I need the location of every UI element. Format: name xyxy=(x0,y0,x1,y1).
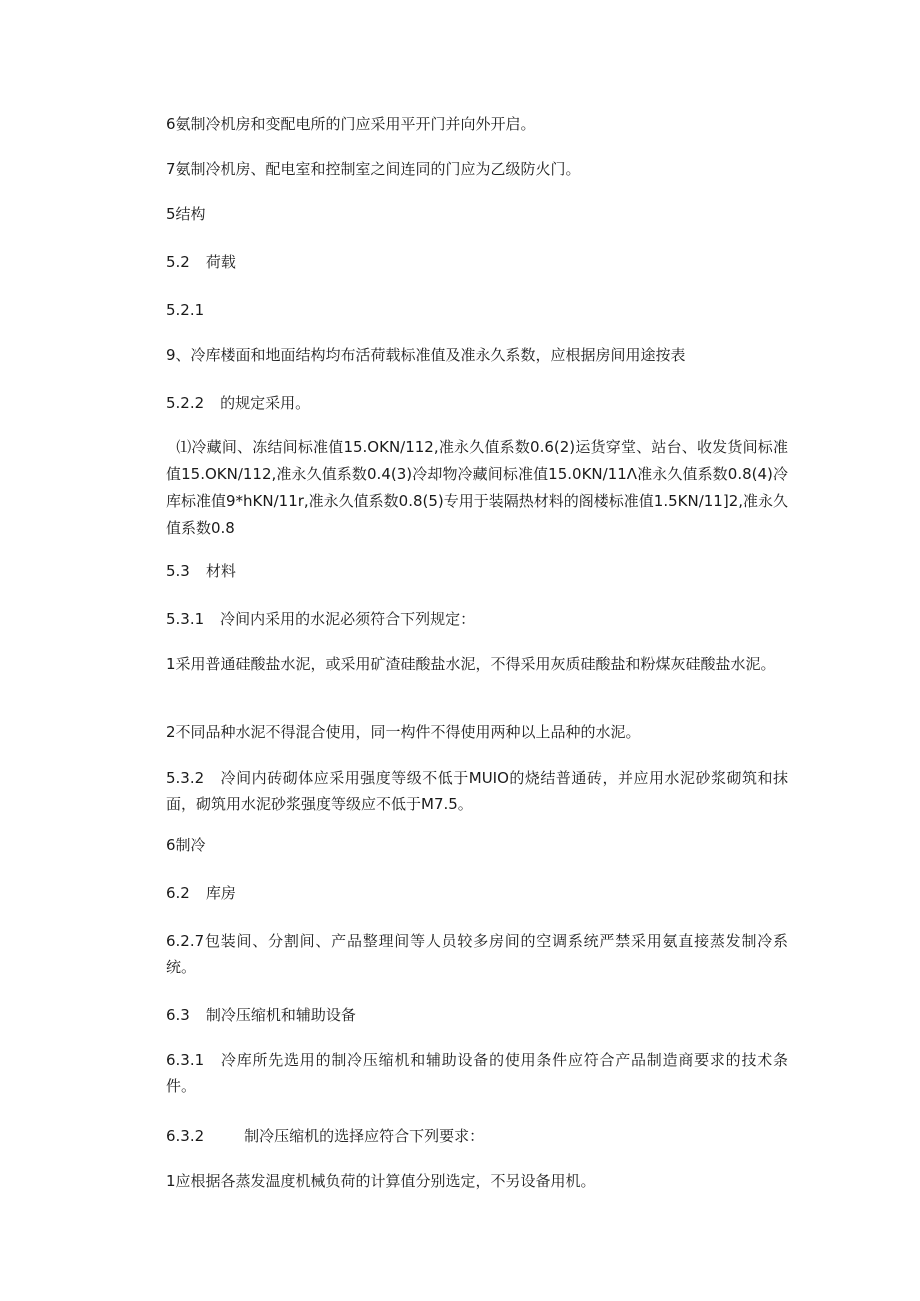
paragraph-5-2-2 xyxy=(166,390,788,416)
paragraph-load-values xyxy=(166,434,788,542)
section-number: 6.2 xyxy=(166,884,190,902)
paragraph-text: 1应根据各蒸发温度机械负荷的计算值分别选定，不另设备用机。 xyxy=(166,1172,596,1190)
paragraph-6-3-2 xyxy=(166,1123,788,1149)
heading-text: 5结构 xyxy=(166,205,206,223)
paragraph-text: 冷间内砖砌体应采用强度等级不低于MUIO的烧结普通砖，并应用水泥砂浆砌筑和抹面，砌筑用水泥砂浆强度等级应不低于M7.5。 xyxy=(166,769,788,813)
section-number: 6.3.1 xyxy=(166,1051,205,1069)
paragraph-door-opening xyxy=(166,111,788,137)
section-number: 5.3.2 xyxy=(166,769,205,787)
paragraph-cement-mixing xyxy=(166,719,788,745)
paragraph-text: 1采用普通硅酸盐水泥，或采用矿渣硅酸盐水泥，不得采用灰质硅酸盐和粉煤灰硅酸盐水泥。 xyxy=(166,655,776,673)
heading-text: 库房 xyxy=(205,884,236,902)
paragraph-fire-door xyxy=(166,156,788,182)
paragraph-text: 制冷压缩机的选择应符合下列要求： xyxy=(244,1127,485,1145)
section-heading-materials xyxy=(166,558,788,584)
paragraph-6-2-7 xyxy=(166,928,788,980)
paragraph-text: ⑴冷藏间、冻结间标准值15.OKN∕112,准永久值系数0.6(2)运货穿堂、站台、收发货间标准值15.OKN∕112,准永久值系数0.4(3)冷却物冷藏间标准值15.0KN/11Λ准永久值系数0.8(4)冷库标准值9*hKN∕11r,准永久值系数0.8(5)专用于装隔热材料的阁楼标准值1.5KN∕11]2,准永久值系数0.8 xyxy=(166,438,789,537)
heading-text: 制冷压缩机和辅助设备 xyxy=(205,1006,356,1024)
section-number: 5.2 xyxy=(166,253,190,271)
paragraph-text: 冷库所先选用的制冷压缩机和辅助设备的使用条件应符合产品制造商要求的技术条件。 xyxy=(166,1051,788,1095)
paragraph-text: 2不同品种水泥不得混合使用，同一构件不得使用两种以上品种的水泥。 xyxy=(166,723,641,741)
paragraph-text: 6氨制冷机房和变配电所的门应采用平开门并向外开启。 xyxy=(166,115,536,133)
paragraph-text: 冷间内采用的水泥必须符合下列规定： xyxy=(220,610,476,628)
paragraph-text: 6.2.7包装间、分割间、产品整理间等人员较多房间的空调系统严禁采用氨直接蒸发制冷系统。 xyxy=(166,932,788,976)
section-number: 5.3.1 xyxy=(166,610,205,628)
paragraph-text: 的规定采用。 xyxy=(220,394,311,412)
paragraph-compressor-selection xyxy=(166,1168,788,1194)
section-heading-storage xyxy=(166,880,788,906)
paragraph-floor-load xyxy=(166,342,788,368)
section-heading-load xyxy=(166,249,788,275)
section-number-5-2-1 xyxy=(166,297,788,323)
paragraph-text: 9、冷库楼面和地面结构均布活荷载标准值及准永久系数，应根据房间用途按表 xyxy=(166,346,686,364)
section-heading-compressor xyxy=(166,1002,788,1028)
paragraph-text: 7氨制冷机房、配电室和控制室之间连同的门应为乙级防火门。 xyxy=(166,160,581,178)
paragraph-5-3-1 xyxy=(166,606,788,632)
section-number: 6.3 xyxy=(166,1006,190,1024)
section-number: 5.3 xyxy=(166,562,190,580)
section-number: 6.3.2 xyxy=(166,1127,205,1145)
heading-text: 6制冷 xyxy=(166,836,206,854)
section-heading-structure xyxy=(166,201,788,227)
paragraph-5-3-2 xyxy=(166,765,788,817)
heading-text: 荷载 xyxy=(205,253,236,271)
paragraph-cement-type xyxy=(166,651,788,677)
paragraph-6-3-1 xyxy=(166,1047,788,1099)
heading-text: 材料 xyxy=(205,562,236,580)
section-heading-refrigeration xyxy=(166,832,788,858)
section-number: 5.2.2 xyxy=(166,394,205,412)
section-number: 5.2.1 xyxy=(166,301,205,319)
